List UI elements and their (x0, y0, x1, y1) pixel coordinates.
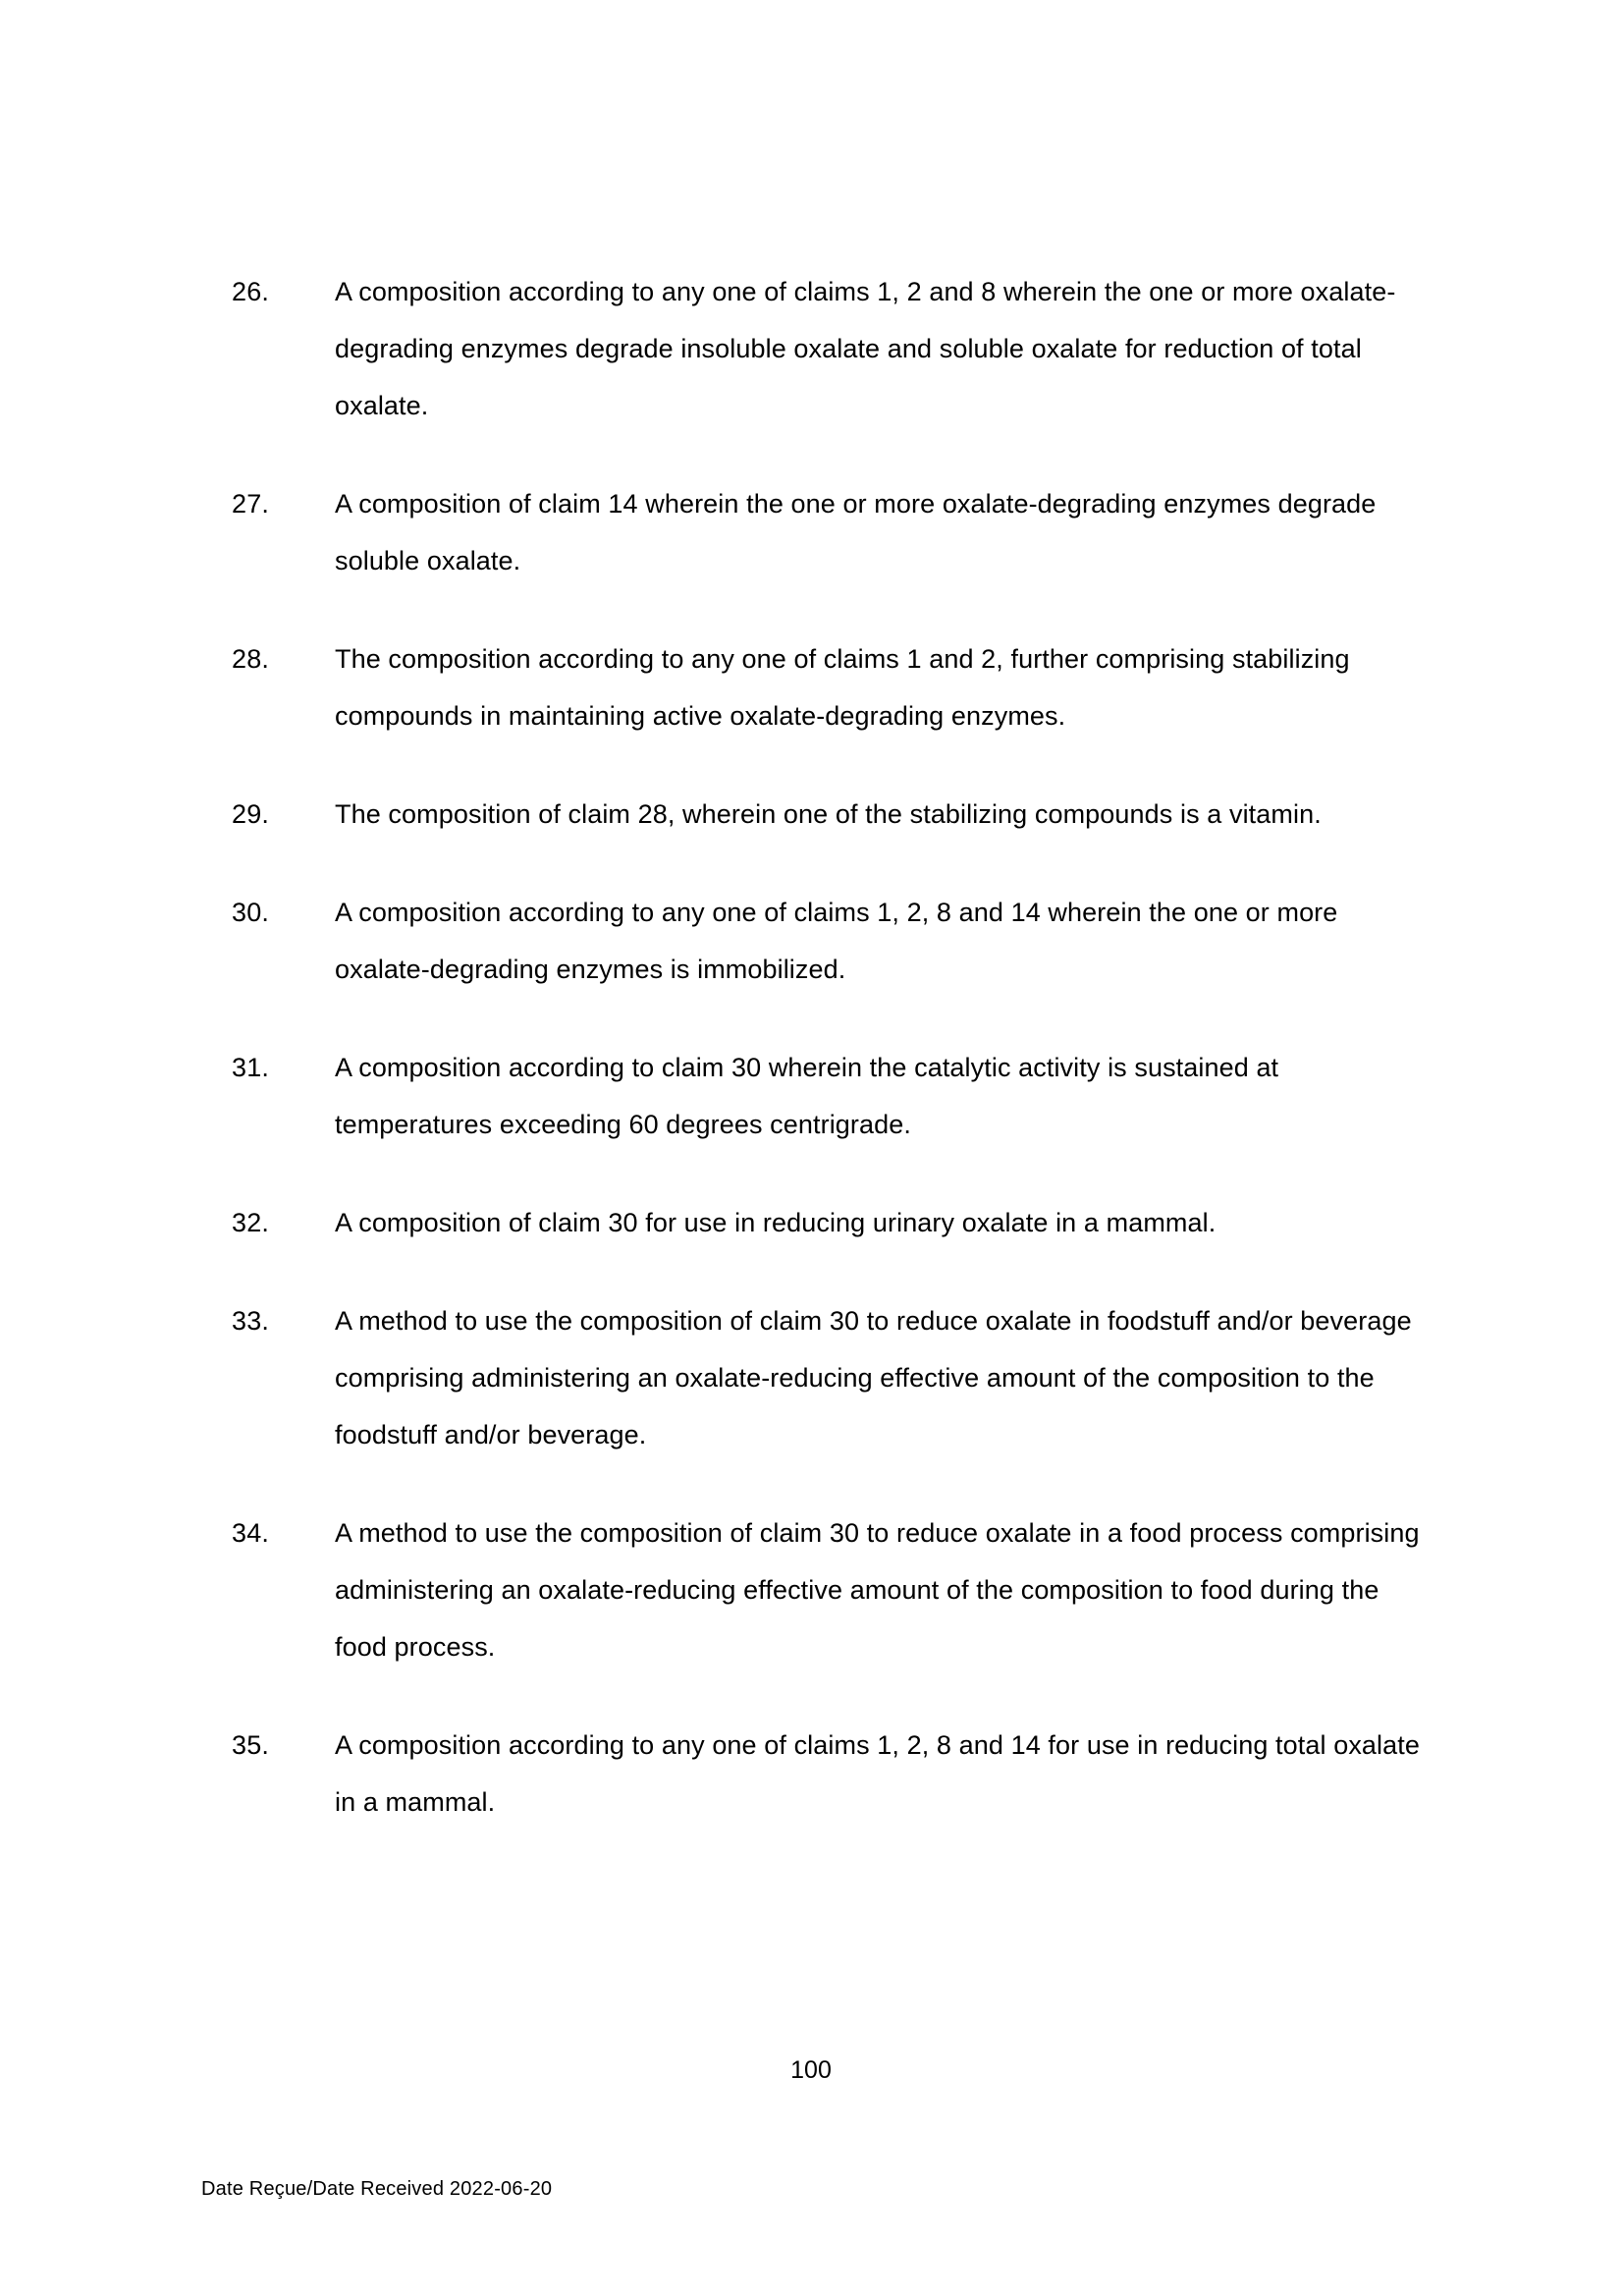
claim-item (232, 263, 1430, 434)
claim-text: A method to use the composition of claim 30 to reduce oxalate in foodstuff and/or beverage comprising administering an oxalate-reducing effective amount of the composition to the foodstuff and/or beverage. (335, 1306, 1412, 1449)
claim-text: A composition according to any one of claims 1, 2, 8 and 14 for use in reducing total oxalate in a mammal. (335, 1730, 1420, 1817)
claim-number: 31. (232, 1053, 270, 1082)
claim-text: The composition of claim 28, wherein one of the stabilizing compounds is a vitamin. (335, 799, 1322, 829)
claim-text: A composition according to any one of claims 1, 2 and 8 wherein the one or more oxalate-degrading enzymes degrade insoluble oxalate and soluble oxalate for reduction of total oxalate. (335, 277, 1396, 420)
claim-item (232, 1504, 1430, 1675)
claim-item (232, 786, 1430, 843)
claim-number: 34. (232, 1518, 270, 1548)
claim-number: 26. (232, 277, 270, 306)
claim-text: A composition according to any one of claims 1, 2, 8 and 14 wherein the one or more oxalate-degrading enzymes is immobilized. (335, 898, 1338, 984)
claim-item (232, 1717, 1430, 1831)
claims-list (232, 263, 1430, 1872)
claim-number: 35. (232, 1730, 270, 1760)
claim-number: 28. (232, 644, 270, 674)
claim-text: A method to use the composition of claim 30 to reduce oxalate in a food process comprising administering an oxalate-reducing effective amount of the composition to food during the food process. (335, 1518, 1420, 1662)
claim-item (232, 630, 1430, 744)
claim-item (232, 475, 1430, 589)
claim-number: 33. (232, 1306, 270, 1336)
claim-item (232, 1292, 1430, 1463)
claim-text: A composition of claim 30 for use in reducing urinary oxalate in a mammal. (335, 1208, 1216, 1237)
claim-text: The composition according to any one of claims 1 and 2, further comprising stabilizing compounds in maintaining active oxalate-degrading enzymes. (335, 644, 1350, 731)
claim-number: 27. (232, 489, 270, 519)
claim-item (232, 1194, 1430, 1251)
claim-text: A composition of claim 14 wherein the one or more oxalate-degrading enzymes degrade soluble oxalate. (335, 489, 1377, 575)
claim-item (232, 1039, 1430, 1153)
page-number: 100 (790, 2056, 832, 2084)
received-date-stamp: Date Reçue/Date Received 2022-06-20 (201, 2178, 553, 2200)
claim-text: A composition according to claim 30 wherein the catalytic activity is sustained at temperatures exceeding 60 degrees centrigrade. (335, 1053, 1279, 1139)
claim-number: 29. (232, 799, 270, 829)
claim-item (232, 884, 1430, 998)
claim-number: 32. (232, 1208, 270, 1237)
claim-number: 30. (232, 898, 270, 927)
